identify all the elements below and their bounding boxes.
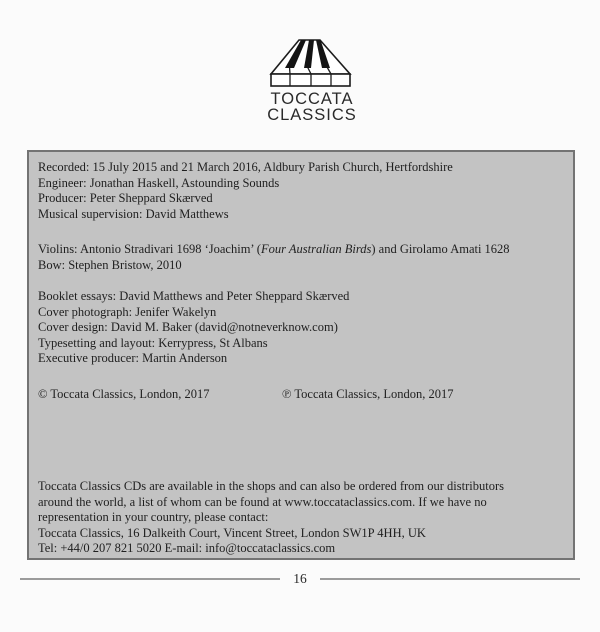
address-line: Toccata Classics, 16 Dalkeith Court, Vincent Street, London SW1P 4HH, UK	[38, 525, 426, 540]
piano-keys-icon	[267, 33, 357, 91]
footer-rule-right	[320, 578, 580, 580]
bow-line: Bow: Stephen Bristow, 2010	[38, 257, 182, 272]
typesetting-line: Typesetting and layout: Kerrypress, St Albans	[38, 335, 268, 350]
page-footer	[20, 571, 580, 587]
credits-box	[27, 150, 575, 560]
recording-credits	[38, 160, 563, 222]
distribution-info	[38, 479, 563, 557]
phonogram-notice: ℗ Toccata Classics, London, 2017	[282, 386, 454, 401]
cover-photograph-line: Cover photograph: Jenifer Wakelyn	[38, 304, 217, 319]
instrument-credits	[38, 242, 563, 273]
violins-line	[38, 242, 563, 258]
work-title: Four Australian Birds	[260, 242, 372, 256]
cover-design-line: Cover design: David M. Baker (david@notneverknow.com)	[38, 320, 338, 334]
logo-wordmark-line1: TOCCATA	[270, 90, 354, 108]
engineer-line: Engineer: Jonathan Haskell, Astounding Sounds	[38, 175, 280, 190]
executive-producer-line: Executive producer: Martin Anderson	[38, 351, 228, 365]
production-credits	[38, 289, 563, 367]
violins-text-suffix: ) and Girolamo Amati 1628	[371, 242, 510, 256]
copyright-notice: © Toccata Classics, London, 2017	[38, 386, 210, 401]
producer-line: Producer: Peter Sheppard Skærved	[38, 191, 213, 205]
logo-wordmark-line2: CLASSICS	[267, 105, 357, 124]
page-number: 16	[293, 571, 307, 586]
violins-text-prefix: Violins: Antonio Stradivari 1698 ‘Joachim’ (	[38, 242, 261, 256]
distribution-line-1: Toccata Classics CDs are available in the shops and can also be ordered from our distributors	[38, 479, 505, 493]
copyright-line	[38, 387, 563, 403]
footer-rule-left	[20, 578, 280, 580]
contact-line: Tel: +44/0 207 821 5020 E-mail: info@toccataclassics.com	[38, 541, 336, 555]
musical-supervision-line: Musical supervision: David Matthews	[38, 206, 229, 221]
distribution-line-2: around the world, a list of whom can be found at www.toccataclassics.com. If we have no	[38, 494, 487, 509]
booklet-essays-line: Booklet essays: David Matthews and Peter Sheppard Skærved	[38, 289, 350, 303]
distribution-line-3: representation in your country, please contact:	[38, 510, 269, 524]
toccata-classics-logo	[257, 33, 367, 122]
recorded-line: Recorded: 15 July 2015 and 21 March 2016, Aldbury Parish Church, Hertfordshire	[38, 160, 453, 174]
